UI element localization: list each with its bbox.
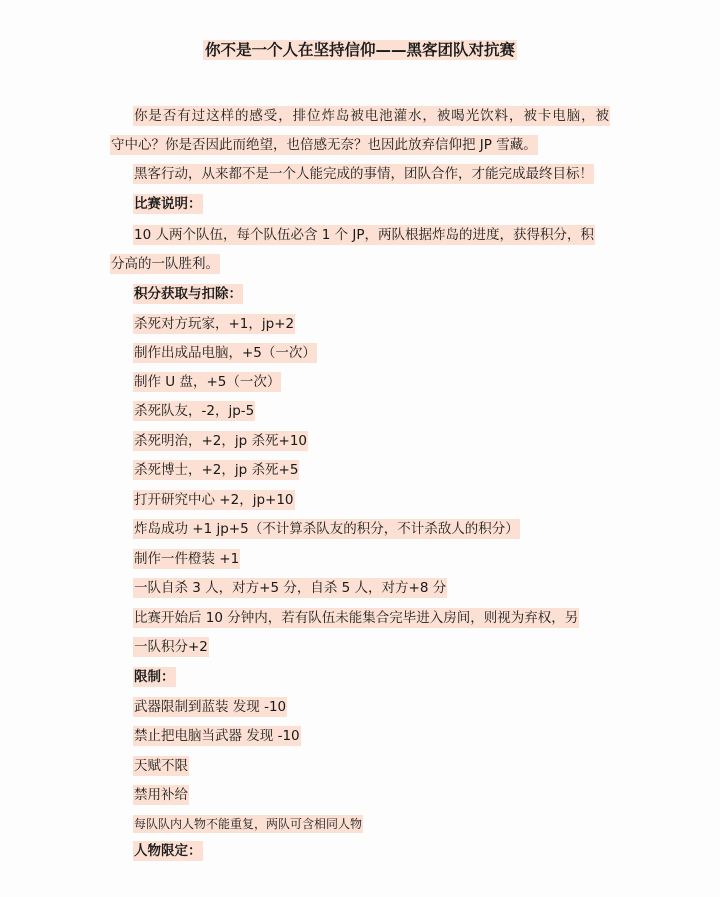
document-title: 你不是一个人在坚持信仰——黑客团队对抗赛 <box>204 41 515 59</box>
scoring-item: 一队自杀 3 人，对方+5 分，自杀 5 人，对方+8 分 <box>134 580 447 596</box>
scoring-item: 杀死队友，-2，jp-5 <box>134 403 255 419</box>
scoring-item: 杀死对方玩家，+1，jp+2 <box>134 316 295 332</box>
limits-item: 禁止把电脑当武器 发现 -10 <box>134 728 300 744</box>
limits-heading: 限制： <box>134 669 175 685</box>
limits-item: 禁用补给 <box>134 787 188 803</box>
scoring-item: 打开研究中心 +2，jp+10 <box>134 492 294 508</box>
limits-note: 每队队内人物不能重复，两队可含相同人物 <box>134 817 363 831</box>
forfeit-line-1: 比赛开始后 10 分钟内，若有队伍未能集合完毕进入房间，则视为弃权，另 <box>134 610 579 626</box>
scoring-item: 制作一件橙装 +1 <box>134 551 240 567</box>
scoring-item: 杀死明治，+2，jp 杀死+10 <box>134 433 308 449</box>
scoring-item: 制作 U 盘，+5（一次） <box>134 374 281 390</box>
scoring-heading: 积分获取与扣除： <box>134 286 242 302</box>
forfeit-line-2: 一队积分+2 <box>134 639 208 655</box>
intro-line-3: 黑客行动，从来都不是一个人能完成的事情，团队合作，才能完成最终目标！ <box>134 166 593 182</box>
intro-line-2: 守中心？你是否因此而绝望，也倍感无奈？也因此放弃信仰把 JP 雪藏。 <box>111 137 537 153</box>
scoring-item: 炸岛成功 +1 jp+5（不计算杀队友的积分，不计杀敌人的积分） <box>134 521 519 537</box>
rules-heading: 比赛说明： <box>134 196 202 212</box>
scoring-item: 制作出成品电脑，+5（一次） <box>134 345 316 361</box>
intro-line-1: 你是否有过这样的感受，排位炸岛被电池灌水，被喝光饮料，被卡电脑，被 <box>134 108 609 124</box>
rules-line-1: 10 人两个队伍，每个队伍必含 1 个 JP，两队根据炸岛的进度，获得积分，积 <box>134 227 595 243</box>
rules-line-2: 分高的一队胜利。 <box>111 256 219 272</box>
characters-heading: 人物限定： <box>134 843 202 859</box>
scoring-item: 杀死博士，+2，jp 杀死+5 <box>134 462 299 478</box>
limits-item: 天赋不限 <box>134 758 188 774</box>
limits-item: 武器限制到蓝装 发现 -10 <box>134 699 287 715</box>
